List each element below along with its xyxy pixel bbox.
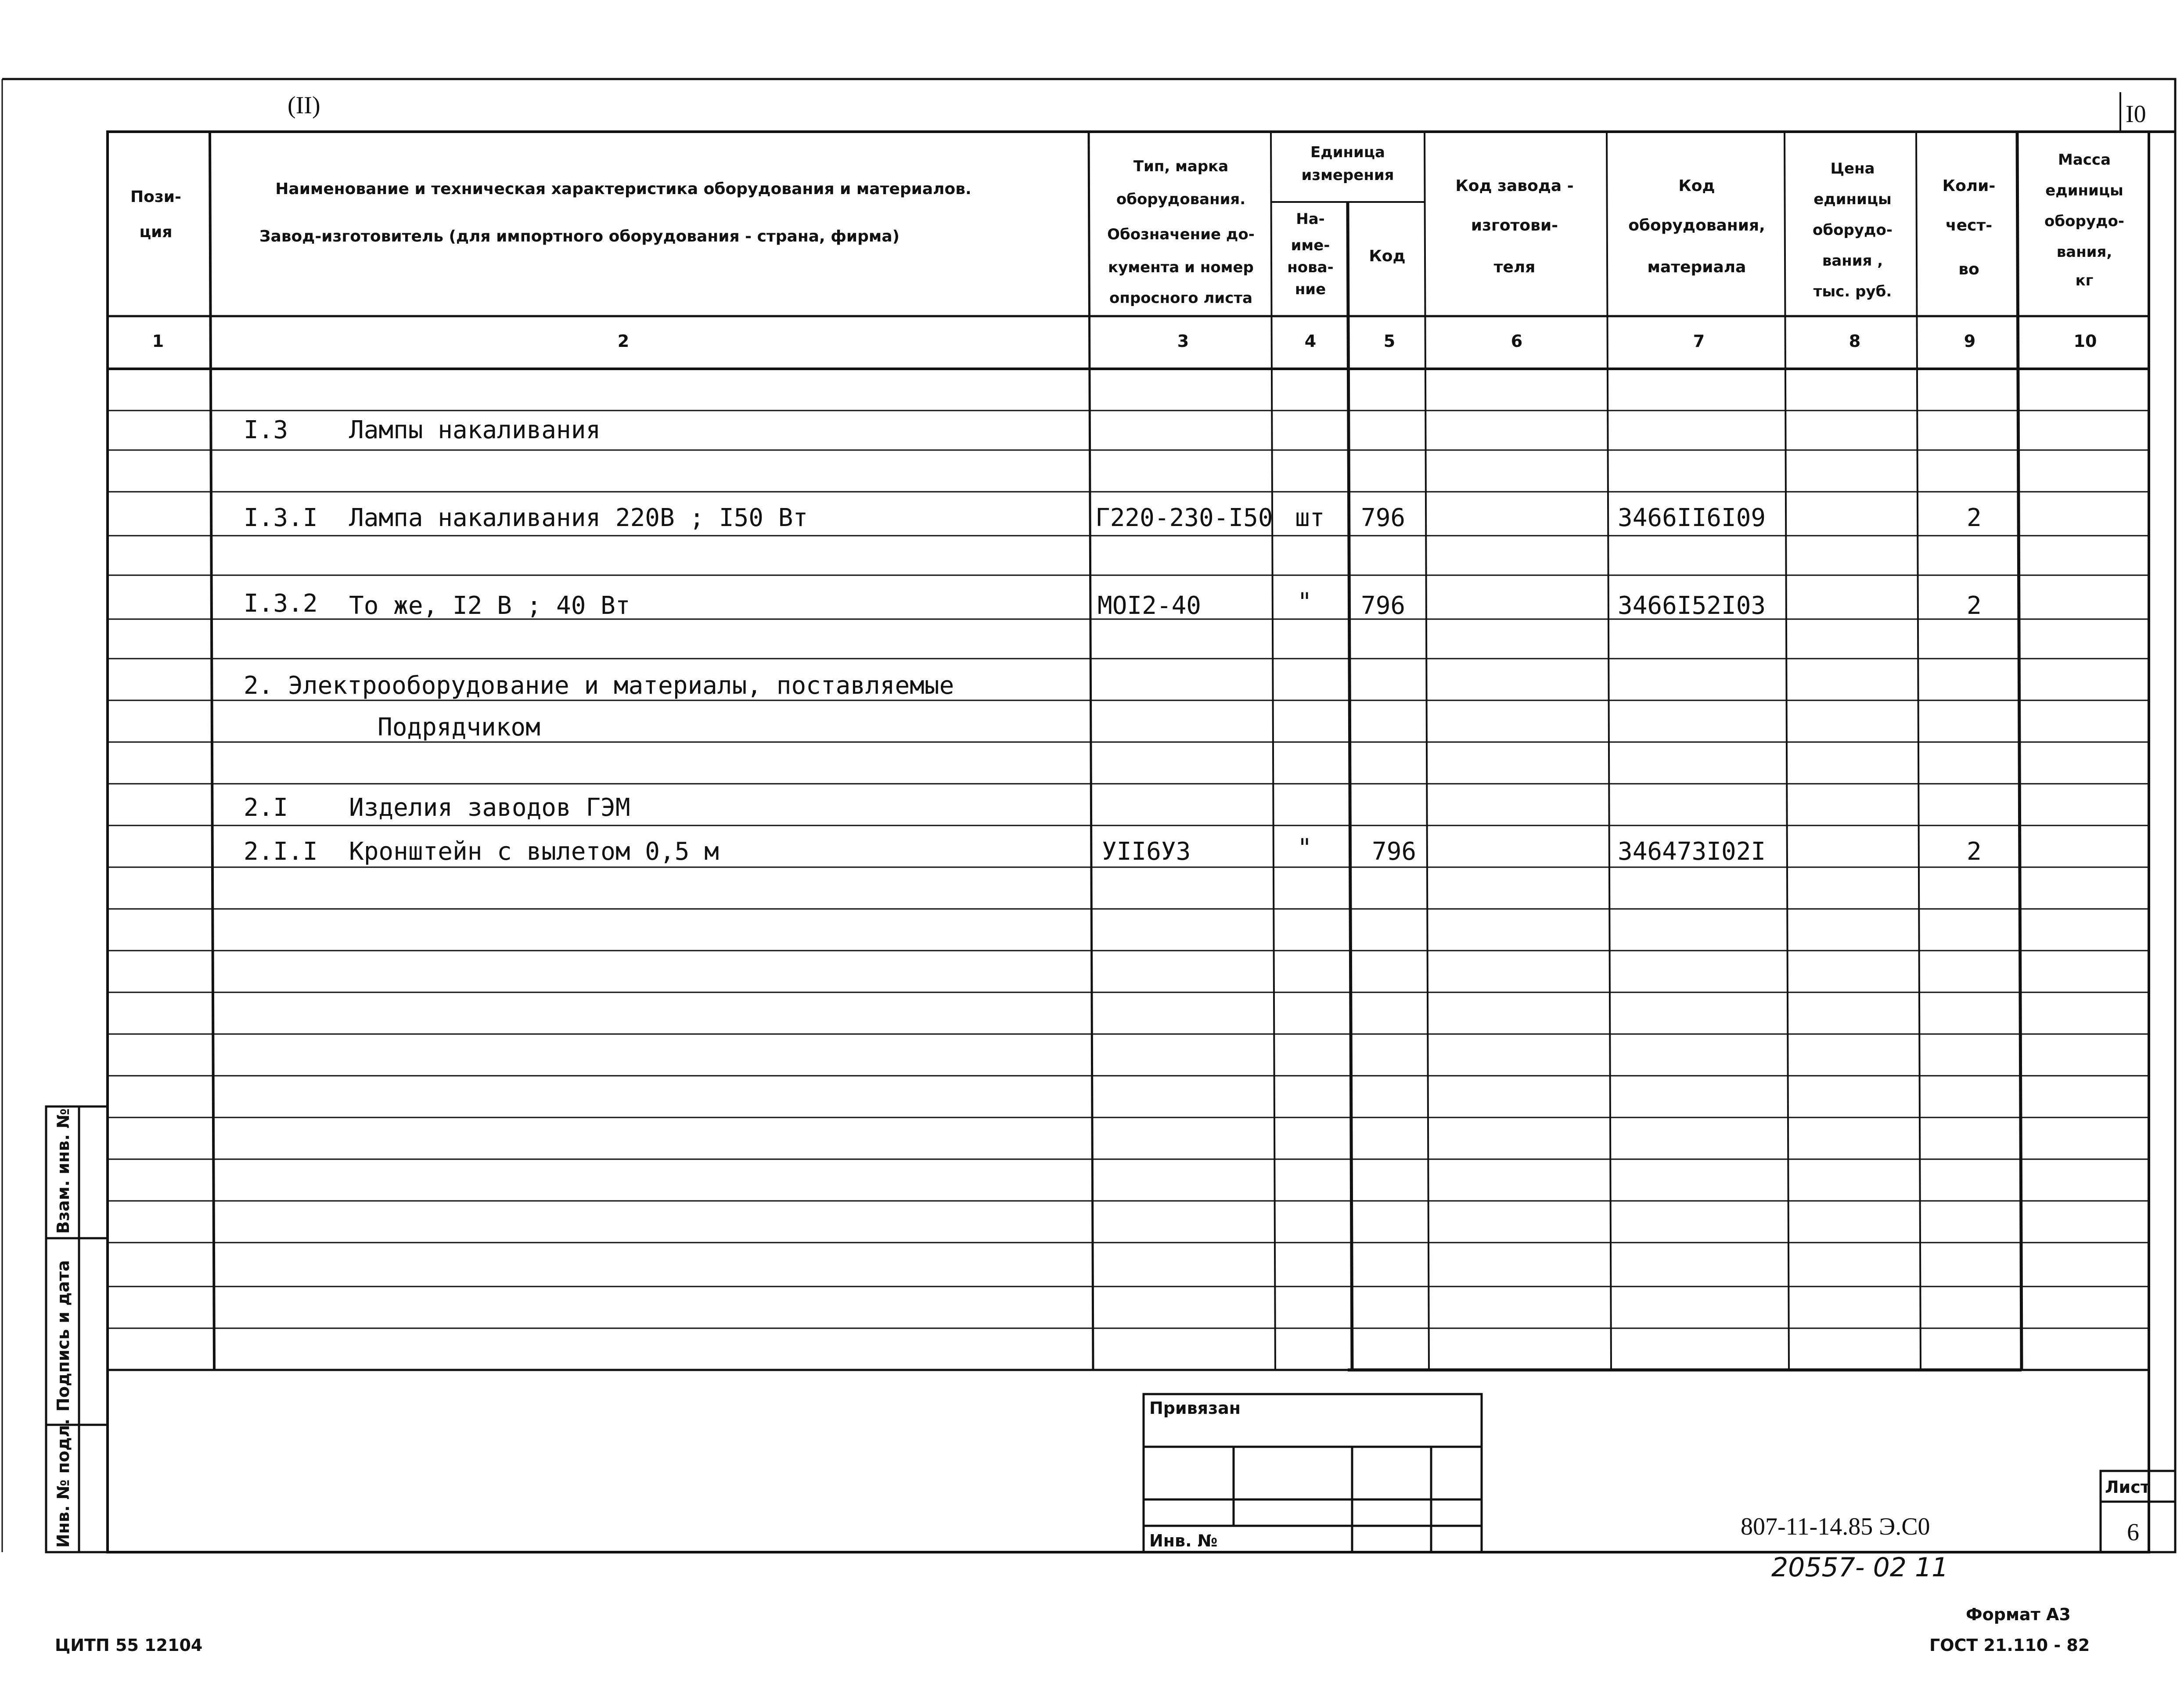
binding-box-title: Привязан <box>1149 1398 1241 1418</box>
row-equipment-code: 346473I02I <box>1618 837 1766 866</box>
section-heading-cont: Подрядчиком <box>378 713 540 742</box>
row-unit-code: 796 <box>1372 837 1417 866</box>
header-col4-line2: име- <box>1291 237 1330 254</box>
format-label: Формат А3 <box>1966 1605 2071 1624</box>
document-code: 807-11-14.85 Э.С0 <box>1741 1513 1930 1540</box>
column-number: 5 <box>1383 332 1396 351</box>
table-header <box>130 144 2124 307</box>
row-quantity: 2 <box>1967 837 1982 866</box>
row-position: I.3.I <box>244 504 318 532</box>
header-col10-line2: единицы <box>2045 182 2123 199</box>
binding-box-inv: Инв. № <box>1149 1531 1218 1550</box>
side-stamp-replace-inv: Взам. инв. № <box>54 1108 73 1234</box>
header-col8-line1: Цена <box>1830 160 1875 177</box>
column-number: 2 <box>617 332 630 351</box>
row-name: Лампы накаливания <box>349 416 601 444</box>
row-name: Кронштейн с вылетом 0,5 м <box>349 837 719 866</box>
header-col6-line1: Код завода - <box>1455 177 1574 195</box>
column-number: 10 <box>2073 332 2097 351</box>
header-col1-line2: ция <box>139 223 173 241</box>
section-heading: 2. Электрооборудование и материалы, поставляемые <box>244 671 954 700</box>
header-unit-group-line2: измерения <box>1301 166 1394 184</box>
header-col2-line2: Завод-изготовитель (для импортного оборудования - страна, фирма) <box>259 227 900 245</box>
header-col10-line3: оборудо- <box>2044 213 2124 230</box>
header-col8-line3: оборудо- <box>1813 221 1893 239</box>
column-number-row <box>152 332 2097 351</box>
header-col7-line2: оборудования, <box>1628 216 1765 234</box>
row-unit: " <box>1297 834 1312 862</box>
header-col3-line4: кумента и номер <box>1108 259 1254 276</box>
header-col6-line3: теля <box>1493 258 1536 276</box>
header-col7-line1: Код <box>1678 177 1715 195</box>
header-col10-line4: вания, <box>2056 243 2112 261</box>
column-number: 9 <box>1964 332 1976 351</box>
column-number: 4 <box>1304 332 1317 351</box>
page-number-bottom: 6 <box>2127 1519 2139 1546</box>
row-unit-code: 796 <box>1361 504 1406 532</box>
table-body <box>244 416 1982 866</box>
header-col2-line1: Наименование и техническая характеристика оборудования и материалов. <box>275 180 971 198</box>
row-quantity: 2 <box>1967 504 1982 532</box>
header-col8-line2: единицы <box>1813 191 1892 208</box>
row-type: МОI2-40 <box>1097 591 1202 620</box>
binding-box <box>1144 1394 1482 1552</box>
header-col4-line3: нова- <box>1287 259 1334 276</box>
row-name: Изделия заводов ГЭМ <box>349 793 630 822</box>
side-stamp-signature-date: Подпись и дата <box>54 1260 73 1412</box>
row-position: 2.I <box>244 793 288 822</box>
header-col3-line2: оборудования. <box>1116 191 1246 208</box>
header-col6-line2: изготови- <box>1471 216 1558 234</box>
footer-right-standard: ГОСТ 21.110 - 82 <box>1929 1636 2090 1655</box>
row-unit-code: 796 <box>1361 591 1406 620</box>
row-position: 2.I.I <box>244 837 318 866</box>
row-equipment-code: 3466I52I03 <box>1618 591 1766 620</box>
header-col3-line1: Тип, марка <box>1133 158 1229 175</box>
column-number: 1 <box>152 332 164 351</box>
header-col9-line3: во <box>1958 260 1979 278</box>
header-col9-line1: Коли- <box>1942 177 1996 195</box>
header-col8-line4: вания , <box>1822 252 1883 270</box>
row-name: То же, I2 В ; 40 Вт <box>349 591 630 620</box>
row-type: УII6У3 <box>1102 837 1191 866</box>
row-unit: " <box>1297 588 1312 616</box>
header-col9-line2: чест- <box>1945 216 1993 234</box>
row-unit: шт <box>1295 504 1325 532</box>
row-name: Лампа накаливания 220В ; I50 Вт <box>349 504 808 532</box>
row-type: Г220-230-I50 <box>1095 504 1273 532</box>
footer-left-code: ЦИТП 55 12104 <box>55 1636 203 1655</box>
page-number-top: I0 <box>2126 101 2146 128</box>
header-col3-line3: Обозначение до- <box>1107 226 1255 243</box>
column-number: 7 <box>1693 332 1705 351</box>
header-col5: Код <box>1369 247 1406 265</box>
header-unit-group-line1: Единица <box>1310 144 1385 161</box>
column-number: 3 <box>1177 332 1189 351</box>
section-mark: (II) <box>288 92 320 119</box>
column-number: 6 <box>1511 332 1523 351</box>
header-col7-line3: материала <box>1647 258 1746 276</box>
side-stamp-inv-original: Инв. № подл. <box>54 1418 73 1548</box>
header-col3-line5: опросного листа <box>1109 289 1253 307</box>
header-col10-line5: кг <box>2075 272 2094 289</box>
header-col10-line1: Масса <box>2058 151 2111 169</box>
header-col1-line1: Пози- <box>130 188 181 206</box>
row-quantity: 2 <box>1967 591 1982 620</box>
handwritten-number: 20557- 02 11 <box>1771 1552 1949 1583</box>
sheet-label: Лист <box>2105 1478 2150 1497</box>
row-equipment-code: 3466II6I09 <box>1618 504 1766 532</box>
row-position: I.3 <box>244 416 288 444</box>
header-col4-line4: ние <box>1295 281 1326 298</box>
column-number: 8 <box>1849 332 1861 351</box>
header-col8-line5: тыс. руб. <box>1813 283 1892 300</box>
row-position: I.3.2 <box>244 589 318 618</box>
header-col4-line1: На- <box>1296 210 1325 228</box>
